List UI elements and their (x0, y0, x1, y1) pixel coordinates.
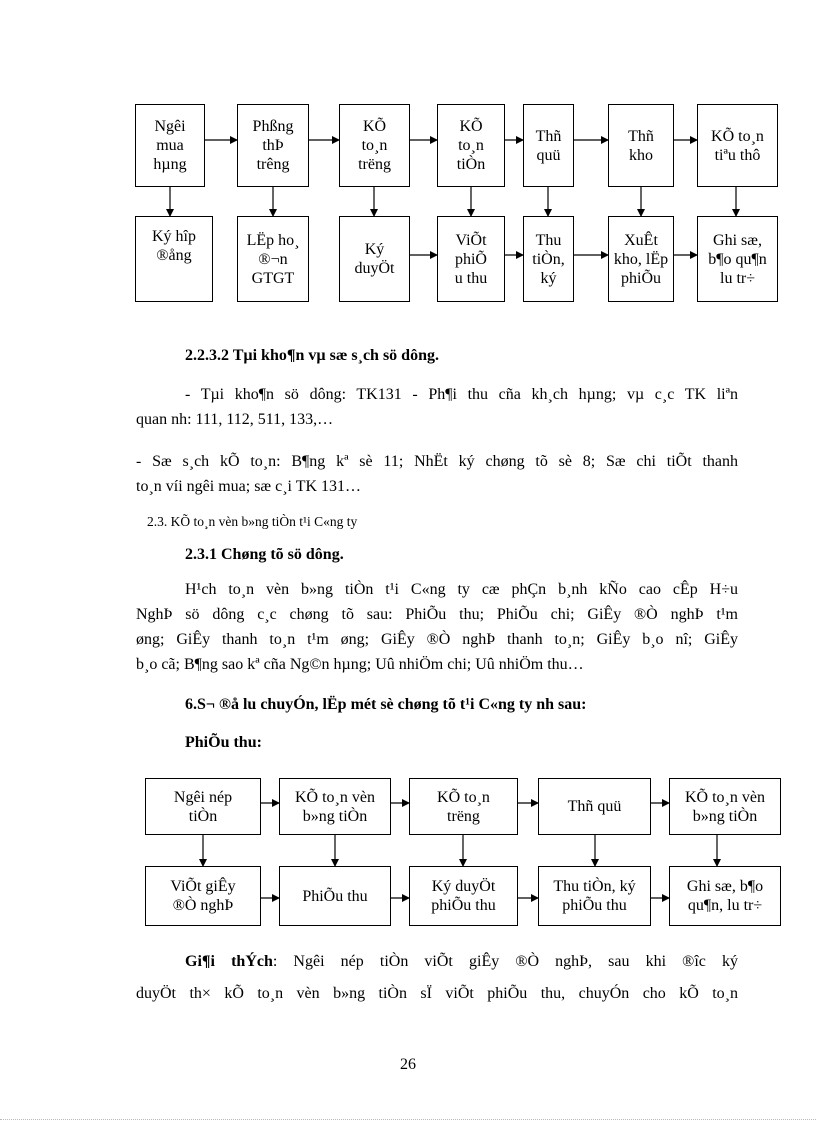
explanation-paragraph (136, 946, 738, 1010)
text-line: to¸n víi ngêi mua; sæ c¸i TK 131… (136, 478, 362, 495)
section-2-2-3-2-heading: 2.2.3.2 Tµi kho¶n vµ sæ s¸ch sö dông. (185, 347, 439, 364)
flow-box-sales-accountant: KÕ to¸n tiªu thô (697, 104, 778, 187)
page-number: 26 (400, 1056, 416, 1073)
flow-box-chief-accountant: KÕ to¸n trëng (339, 104, 410, 187)
text-line: NghÞ sö dông c¸c chøng tõ sau: PhiÕu thu; PhiÕu chi; GiÊy ®Ò nghÞ t¹m (136, 606, 738, 623)
documents-paragraph (136, 577, 738, 677)
flow-box-export-goods: XuÊt kho, lËp phiÕu (608, 216, 674, 302)
text-line (136, 946, 738, 978)
text-line: - Tµi kho¶n sö dông: TK131 - Ph¶i thu cña kh¸ch hµng; vµ c¸c TK liªn (185, 386, 738, 403)
books-paragraph (136, 449, 738, 499)
section-2-3-heading: 2.3. KÕ to¸n vèn b»ng tiÒn t¹i C«ng ty (147, 514, 358, 529)
text-line: H¹ch to¸n vèn b»ng tiÒn t¹i C«ng ty cæ phÇn b¸nh kÑo cao cÊp H÷u (185, 581, 738, 598)
flow-box-cashier: Thñ quü (523, 104, 574, 187)
flow-box-sign-contract: Ký hîp ®ång (135, 216, 213, 302)
flow-box-write-request: ViÕt giÊy ®Ò nghÞ (145, 866, 261, 926)
receipt-heading: PhiÕu thu: (185, 734, 262, 751)
page-footer-divider (0, 1119, 816, 1120)
section-2-3-1-heading: 2.3.1 Chøng tõ sö dông. (185, 546, 344, 563)
flow-box-cash-accountant-2: KÕ to¸n vèn b»ng tiÒn (669, 778, 781, 835)
flow-box-buyer: Ngêi mua hµng (135, 104, 205, 187)
flow-box-payer: Ngêi nép tiÒn (145, 778, 261, 835)
flow-box-issue-invoice: LËp ho¸ ®¬n GTGT (237, 216, 309, 302)
flow-box-approve-receipt: Ký duyÖt phiÕu thu (409, 866, 518, 926)
flow-box-collect-sign: Thu tiÒn, ký phiÕu thu (538, 866, 651, 926)
section-6-heading: 6.S¬ ®å lu chuyÓn, lËp mét sè chøng tõ t¹i C«ng ty nh sau: (185, 696, 587, 713)
flow-box-cashier: Thñ quü (538, 778, 651, 835)
flow-box-chief-accountant: KÕ to¸n trëng (409, 778, 518, 835)
flow-box-record-store: Ghi sæ, b¶o qu¶n lu tr÷ (697, 216, 778, 302)
flow-box-approve: Ký duyÖt (339, 216, 410, 302)
flow-box-warehouse: Thñ kho (608, 104, 674, 187)
flow-box-record-archive: Ghi sæ, b¶o qu¶n, lu tr÷ (669, 866, 781, 926)
text-line: b¸o cã; B¶ng sao kª cña Ng©n hµng; Uû nhiÖm chi; Uû nhiÖm thu… (136, 656, 584, 673)
explain-text: : Ngêi nép tiÒn viÕt giÊy ®Ò nghÞ, sau khi ®îc ký (272, 953, 738, 970)
flow-box-cash-accountant: KÕ to¸n vèn b»ng tiÒn (279, 778, 391, 835)
flow-box-market-dept: Phßng thÞ trêng (237, 104, 309, 187)
text-line: øng; GiÊy thanh to¸n t¹m øng; GiÊy ®Ò nghÞ thanh to¸n; GiÊy b¸o nî; GiÊy (136, 631, 738, 648)
account-paragraph (136, 382, 738, 432)
flow-box-receipt: PhiÕu thu (279, 866, 391, 926)
flow-box-cash-accountant: KÕ to¸n tiÒn (437, 104, 505, 187)
flow-box-write-receipt: ViÕt phiÕ u thu (437, 216, 505, 302)
explain-label: Gi¶i thÝch (185, 953, 273, 970)
text-line: quan nh: 111, 112, 511, 133,… (136, 411, 334, 428)
text-line: - Sæ s¸ch kÕ to¸n: B¶ng kª sè 11; NhËt ký chøng tõ sè 8; Sæ chi tiÕt thanh (136, 453, 738, 470)
flow-box-collect-cash: Thu tiÒn, ký (523, 216, 574, 302)
text-line: duyÖt th× kÕ to¸n vèn b»ng tiÒn sÏ viÕt phiÕu thu, chuyÓn cho kÕ to¸n (136, 985, 738, 1002)
